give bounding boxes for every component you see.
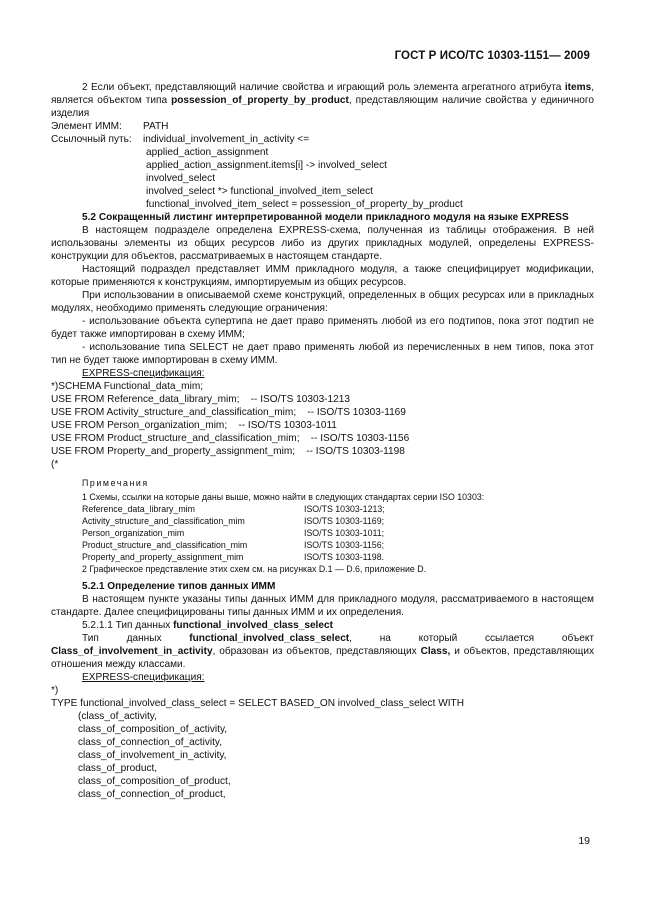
code-line: class_of_composition_of_activity, bbox=[78, 724, 228, 735]
section-paragraph: В настоящем пункте указаны типы данных ИММ для прикладного модуля, рассматриваемого в настоящем стандарте. Далее специфицированы типы данных ИММ и их определения. bbox=[51, 594, 594, 618]
note-2-paragraph bbox=[51, 81, 594, 120]
text-run: 2 Если объект, представляющий наличие свойства и играющий роль элемента агрегатного атрибута bbox=[82, 82, 565, 93]
code-line: *) bbox=[51, 685, 59, 696]
schema-standard: ISO/TS 10303-1169; bbox=[304, 516, 385, 526]
imm-value: PATH bbox=[143, 121, 169, 132]
code-line: USE FROM Activity_structure_and_classification_mim; -- ISO/TS 10303-1169 bbox=[51, 407, 406, 418]
bold-term: Class, bbox=[420, 646, 451, 657]
code-line: (* bbox=[51, 459, 59, 470]
text-run: , на который ссылается объект bbox=[349, 633, 594, 644]
schema-name: Activity_structure_and_classification_mim bbox=[82, 516, 245, 526]
ref-path-line: functional_involved_item_select = possession_of_property_by_product bbox=[146, 199, 463, 210]
code-line: USE FROM Person_organization_mim; -- ISO/TS 10303-1011 bbox=[51, 420, 337, 431]
section-5-2-1-1-heading bbox=[51, 619, 594, 632]
imm-label: Элемент ИММ: bbox=[51, 121, 122, 132]
express-spec-label: EXPRESS-спецификация: bbox=[82, 672, 205, 683]
section-5-2-1-heading: 5.2.1 Определение типов данных ИММ bbox=[82, 581, 276, 592]
code-line: *)SCHEMA Functional_data_mim; bbox=[51, 381, 204, 392]
ref-path-line: applied_action_assignment.items[i] -> involved_select bbox=[146, 160, 387, 171]
code-line: (class_of_activity, bbox=[78, 711, 157, 722]
note-schema-table bbox=[82, 503, 594, 563]
code-line: TYPE functional_involved_class_select = SELECT BASED_ON involved_class_select WITH bbox=[51, 698, 465, 709]
text-run: , представляющим наличие свойства у единичного изделия bbox=[51, 95, 594, 119]
type-code bbox=[51, 684, 594, 801]
schema-standard: ISO/TS 10303-1011; bbox=[304, 528, 385, 538]
page-content bbox=[51, 81, 594, 801]
ref-path-lines bbox=[51, 146, 594, 211]
ref-path-line: applied_action_assignment bbox=[146, 147, 269, 158]
code-line: USE FROM Reference_data_library_mim; -- ISO/TS 10303-1213 bbox=[51, 394, 351, 405]
ref-label: Ссылочный путь: bbox=[51, 134, 132, 145]
section-paragraph: Настоящий подраздел представляет ИММ прикладного модуля, а также специфицирует модификации, которые применяются к конструкциям, импортируемым из общих ресурсов. bbox=[51, 264, 594, 288]
code-line: class_of_connection_of_product, bbox=[78, 789, 226, 800]
type-description-paragraph bbox=[51, 632, 594, 671]
standard-header: ГОСТ Р ИСО/ТС 10303-1151— 2009 bbox=[394, 50, 590, 62]
bold-term: possession_of_property_by_product bbox=[171, 95, 349, 106]
section-5-2-heading: 5.2 Сокращенный листинг интерпретированной модели прикладного модуля на языке EXPRESS bbox=[82, 212, 569, 223]
code-line: class_of_product, bbox=[78, 763, 158, 774]
schema-name: Reference_data_library_mim bbox=[82, 504, 195, 514]
text-run: , образован из объектов, представляющих bbox=[212, 646, 421, 657]
code-line: class_of_connection_of_activity, bbox=[78, 737, 223, 748]
bold-term: functional_involved_class_select bbox=[173, 620, 333, 631]
ref-path-row bbox=[51, 133, 594, 146]
schema-name: Product_structure_and_classification_mim bbox=[82, 540, 248, 550]
bold-term: Class_of_involvement_in_activity bbox=[51, 646, 213, 657]
code-line: USE FROM Product_structure_and_classification_mim; -- ISO/TS 10303-1156 bbox=[51, 433, 410, 444]
section-paragraph: При использовании в описываемой схеме конструкций, определенных в общих ресурсах или в прикладных модулях, необходимо применять следующие ограничения: bbox=[51, 290, 594, 314]
notes-block bbox=[51, 477, 594, 575]
text-run: Тип данных bbox=[82, 633, 190, 644]
ref-path-line: involved_select bbox=[146, 173, 216, 184]
section-paragraph: - использование объекта супертипа не дает право применять любой из его подтипов, пока этот подтип не будет также импортирован в схему ИММ; bbox=[51, 316, 594, 340]
schema-standard: ISO/TS 10303-1156; bbox=[304, 540, 385, 550]
note-2-graph: 2 Графическое представление этих схем см. на рисунках D.1 — D.6, приложение D. bbox=[82, 564, 427, 574]
notes-title: Примечания bbox=[82, 478, 149, 488]
section-paragraph: - использование типа SELECT не дает право применять любой из перечисленных в нем типов, пока этот тип не будет также импортирован в схему ИММ. bbox=[51, 342, 594, 366]
text-run: и объектов, представляющих отношения между классами. bbox=[51, 646, 595, 670]
bold-term: items bbox=[564, 82, 592, 93]
bold-term: functional_involved_class_select bbox=[189, 633, 350, 644]
page-number: 19 bbox=[578, 835, 590, 847]
code-line: USE FROM Property_and_property_assignment_mim; -- ISO/TS 10303-1198 bbox=[51, 446, 405, 457]
schema-standard: ISO/TS 10303-1213; bbox=[304, 504, 385, 514]
schema-name: Property_and_property_assignment_mim bbox=[82, 552, 244, 562]
schema-name: Person_organization_mim bbox=[82, 528, 185, 538]
code-line: class_of_involvement_in_activity, bbox=[78, 750, 227, 761]
section-paragraph: В настоящем подразделе определена EXPRESS-схема, полученная из таблицы отображения. В ней использованы элементы из общих ресурсов либо из других прикладных модулей, определены EXPRESS-конструкции для объектов, рассматриваемых в настоящем стандарте. bbox=[51, 225, 594, 262]
note-1: 1 Схемы, ссылки на которые даны выше, можно найти в следующих стандартах серии ISO 10303: bbox=[82, 492, 485, 502]
code-line: class_of_composition_of_product, bbox=[78, 776, 231, 787]
ref-path-first: individual_involvement_in_activity <= bbox=[143, 134, 310, 145]
express-spec-label: EXPRESS-спецификация: bbox=[82, 368, 205, 379]
imm-element-row bbox=[51, 120, 594, 133]
text-run: 5.2.1.1 Тип данных bbox=[82, 620, 174, 631]
schema-standard: ISO/TS 10303-1198. bbox=[304, 552, 385, 562]
ref-path-line: involved_select *> functional_involved_item_select bbox=[146, 186, 373, 197]
schema-code bbox=[51, 380, 594, 471]
text-run: , является объектом типа bbox=[51, 82, 594, 106]
